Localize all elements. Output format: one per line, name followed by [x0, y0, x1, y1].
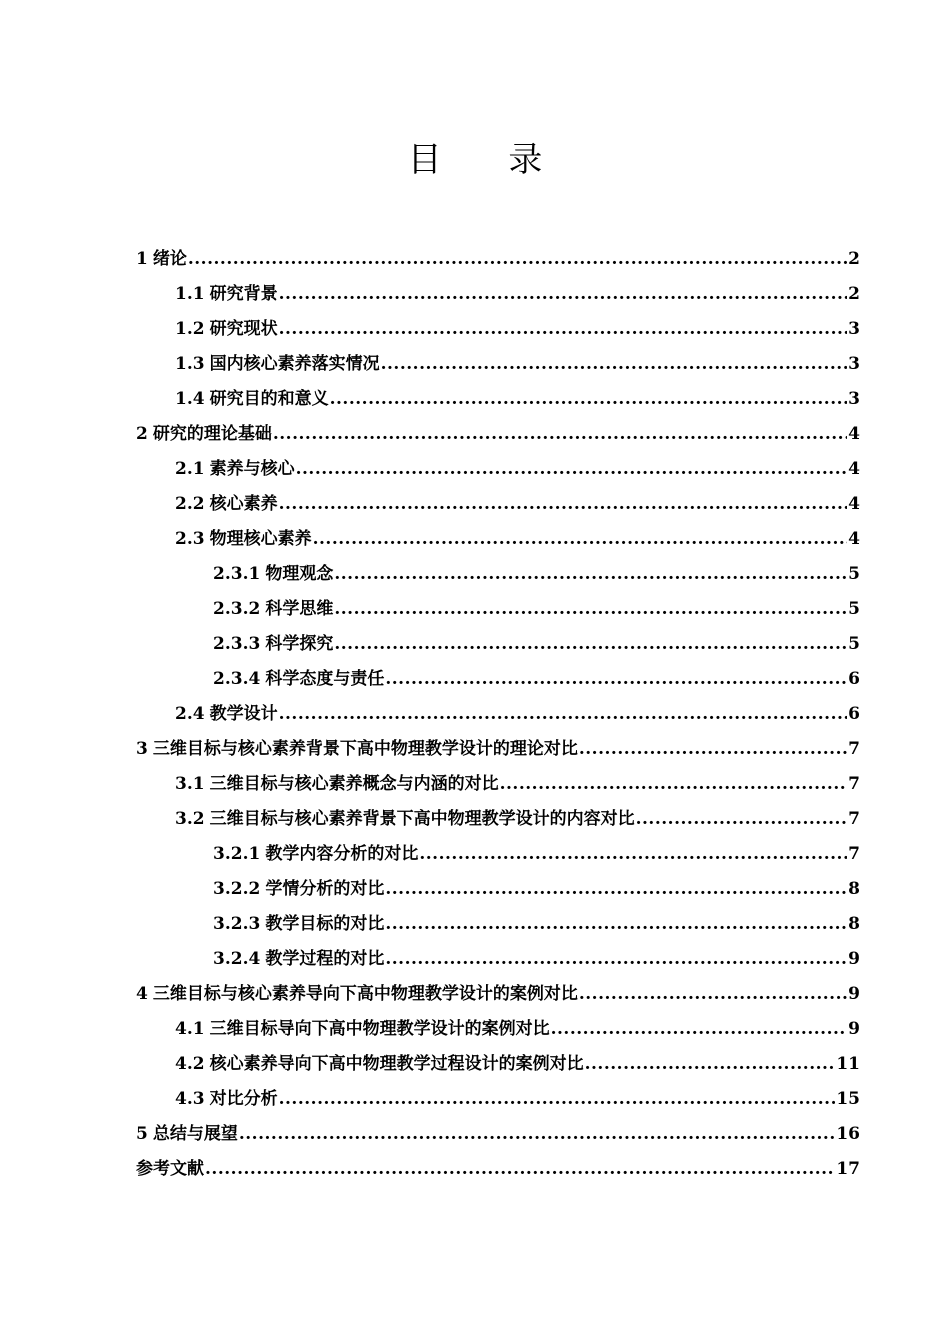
- toc-entry-page-number: 2: [848, 284, 860, 304]
- toc-entry-label: 参考文献: [136, 1159, 204, 1179]
- toc-entry-label: 研究背景: [209, 284, 278, 304]
- toc-entry-page-number: 4: [848, 529, 860, 549]
- toc-entry[interactable]: [136, 1117, 860, 1152]
- toc-entry[interactable]: [136, 417, 860, 452]
- toc-entry[interactable]: [136, 942, 860, 977]
- toc-entry[interactable]: [136, 627, 860, 662]
- toc-entry-label: 三维目标导向下高中物理教学设计的案例对比: [209, 1019, 550, 1039]
- toc-entry-page-number: 6: [848, 669, 860, 689]
- dot-leader: [330, 382, 848, 417]
- toc-entry-page-number: 4: [848, 459, 860, 479]
- table-of-contents: [136, 242, 860, 1187]
- toc-entry-page-number: 5: [848, 634, 860, 654]
- toc-entry-label: 研究目的和意义: [209, 389, 329, 409]
- toc-entry-page-number: 9: [848, 984, 860, 1004]
- toc-entry-label: 教学目标的对比: [265, 914, 385, 934]
- toc-entry-page-number: 9: [848, 1019, 860, 1039]
- toc-entry[interactable]: [136, 977, 860, 1012]
- toc-entry-number: 1.3: [175, 354, 205, 374]
- toc-entry-label: 研究现状: [209, 319, 278, 339]
- toc-entry-page-number: 3: [848, 319, 860, 339]
- dot-leader: [279, 1082, 836, 1117]
- toc-entry-page-number: 2: [848, 249, 860, 269]
- toc-entry-page-number: 4: [848, 424, 860, 444]
- toc-entry-label: 三维目标与核心素养背景下高中物理教学设计的理论对比: [152, 739, 578, 759]
- toc-entry-label: 教学内容分析的对比: [265, 844, 419, 864]
- toc-entry-label: 三维目标与核心素养导向下高中物理教学设计的案例对比: [152, 984, 578, 1004]
- toc-entry-label: 科学探究: [265, 634, 334, 654]
- toc-entry[interactable]: [136, 487, 860, 522]
- toc-entry-number: 2.3.4: [213, 669, 261, 689]
- toc-entry-number: 3.2.3: [213, 914, 261, 934]
- dot-leader: [419, 837, 847, 872]
- page-title: 目 录: [407, 140, 571, 180]
- dot-leader: [279, 487, 848, 522]
- toc-entry-page-number: 5: [848, 599, 860, 619]
- toc-entry[interactable]: [136, 312, 860, 347]
- toc-entry[interactable]: [136, 732, 860, 767]
- toc-entry[interactable]: [136, 557, 860, 592]
- dot-leader: [579, 732, 847, 767]
- toc-entry-number: 2.4: [175, 704, 205, 724]
- toc-entry-number: 3.2.1: [213, 844, 261, 864]
- dot-leader: [500, 767, 848, 802]
- dot-leader: [334, 627, 847, 662]
- toc-entry-page-number: 9: [848, 949, 860, 969]
- toc-entry[interactable]: [136, 697, 860, 732]
- toc-entry-number: 2: [136, 424, 148, 444]
- toc-entry-page-number: 7: [848, 774, 860, 794]
- toc-entry-page-number: 4: [848, 494, 860, 514]
- dot-leader: [334, 557, 847, 592]
- toc-entry-label: 研究的理论基础: [152, 424, 272, 444]
- toc-entry-number: 3: [136, 739, 148, 759]
- dot-leader: [279, 697, 848, 732]
- toc-entry[interactable]: [136, 1082, 860, 1117]
- toc-entry[interactable]: [136, 907, 860, 942]
- toc-entry-label: 核心素养导向下高中物理教学过程设计的案例对比: [209, 1054, 584, 1074]
- toc-entry-label: 教学过程的对比: [265, 949, 385, 969]
- dot-leader: [279, 312, 848, 347]
- dot-leader: [239, 1117, 835, 1152]
- toc-entry-label: 物理观念: [265, 564, 334, 584]
- dot-leader: [313, 522, 848, 557]
- toc-entry-number: 2.3.3: [213, 634, 261, 654]
- toc-entry-label: 绪论: [152, 249, 187, 269]
- toc-entry[interactable]: [136, 872, 860, 907]
- dot-leader: [385, 872, 847, 907]
- dot-leader: [385, 942, 847, 977]
- toc-entry[interactable]: [136, 522, 860, 557]
- toc-entry-number: 3.2: [175, 809, 205, 829]
- toc-entry-label: 三维目标与核心素养概念与内涵的对比: [209, 774, 499, 794]
- toc-entry-page-number: 5: [848, 564, 860, 584]
- toc-entry-number: 1: [136, 249, 148, 269]
- dot-leader: [585, 1047, 836, 1082]
- toc-entry-page-number: 6: [848, 704, 860, 724]
- toc-entry-number: 1.1: [175, 284, 205, 304]
- dot-leader: [188, 242, 847, 277]
- toc-entry[interactable]: [136, 1012, 860, 1047]
- toc-entry-label: 科学思维: [265, 599, 334, 619]
- toc-entry-label: 三维目标与核心素养背景下高中物理教学设计的内容对比: [209, 809, 635, 829]
- toc-entry-number: 1.4: [175, 389, 205, 409]
- toc-entry-label: 教学设计: [209, 704, 278, 724]
- toc-entry-label: 学情分析的对比: [265, 879, 385, 899]
- dot-leader: [551, 1012, 848, 1047]
- toc-entry-page-number: 3: [848, 389, 860, 409]
- toc-entry-number: 3.1: [175, 774, 205, 794]
- toc-entry-page-number: 8: [848, 879, 860, 899]
- toc-entry-number: 2.2: [175, 494, 205, 514]
- toc-entry[interactable]: [136, 662, 860, 697]
- toc-entry[interactable]: [136, 1152, 860, 1187]
- toc-entry[interactable]: [136, 837, 860, 872]
- toc-entry-page-number: 8: [848, 914, 860, 934]
- dot-leader: [636, 802, 848, 837]
- toc-entry[interactable]: [136, 242, 860, 277]
- toc-entry[interactable]: [136, 767, 860, 802]
- toc-entry-label: 物理核心素养: [209, 529, 312, 549]
- toc-entry[interactable]: [136, 382, 860, 417]
- toc-entry-number: 2.1: [175, 459, 205, 479]
- toc-entry-number: 2.3: [175, 529, 205, 549]
- toc-entry-number: 2.3.2: [213, 599, 261, 619]
- toc-entry-label: 科学态度与责任: [265, 669, 385, 689]
- toc-entry[interactable]: [136, 592, 860, 627]
- toc-entry-number: 4: [136, 984, 148, 1004]
- toc-entry-page-number: 3: [848, 354, 860, 374]
- dot-leader: [385, 662, 847, 697]
- toc-entry-label: 素养与核心: [209, 459, 295, 479]
- toc-entry-label: 总结与展望: [152, 1124, 238, 1144]
- dot-leader: [381, 347, 848, 382]
- toc-entry-label: 国内核心素养落实情况: [209, 354, 380, 374]
- toc-entry-page-number: 7: [848, 809, 860, 829]
- toc-entry[interactable]: [136, 452, 860, 487]
- dot-leader: [273, 417, 847, 452]
- dot-leader: [385, 907, 847, 942]
- toc-entry-page-number: 16: [836, 1124, 860, 1144]
- dot-leader: [296, 452, 848, 487]
- toc-entry[interactable]: [136, 277, 860, 312]
- dot-leader: [334, 592, 847, 627]
- toc-entry-page-number: 15: [836, 1089, 860, 1109]
- toc-entry[interactable]: [136, 347, 860, 382]
- toc-entry-number: 4.1: [175, 1019, 205, 1039]
- toc-entry[interactable]: [136, 802, 860, 837]
- toc-entry-number: 4.3: [175, 1089, 205, 1109]
- toc-entry-number: 3.2.4: [213, 949, 261, 969]
- toc-entry[interactable]: [136, 1047, 860, 1082]
- toc-entry-number: 2.3.1: [213, 564, 261, 584]
- toc-entry-page-number: 17: [836, 1159, 860, 1179]
- toc-entry-label: 对比分析: [209, 1089, 278, 1109]
- toc-entry-label: 核心素养: [209, 494, 278, 514]
- dot-leader: [205, 1152, 835, 1187]
- toc-entry-number: 3.2.2: [213, 879, 261, 899]
- toc-entry-number: 4.2: [175, 1054, 205, 1074]
- toc-entry-page-number: 11: [836, 1054, 860, 1074]
- dot-leader: [279, 277, 848, 312]
- toc-entry-page-number: 7: [848, 739, 860, 759]
- dot-leader: [579, 977, 847, 1012]
- toc-entry-number: 5: [136, 1124, 148, 1144]
- toc-entry-number: 1.2: [175, 319, 205, 339]
- toc-entry-page-number: 7: [848, 844, 860, 864]
